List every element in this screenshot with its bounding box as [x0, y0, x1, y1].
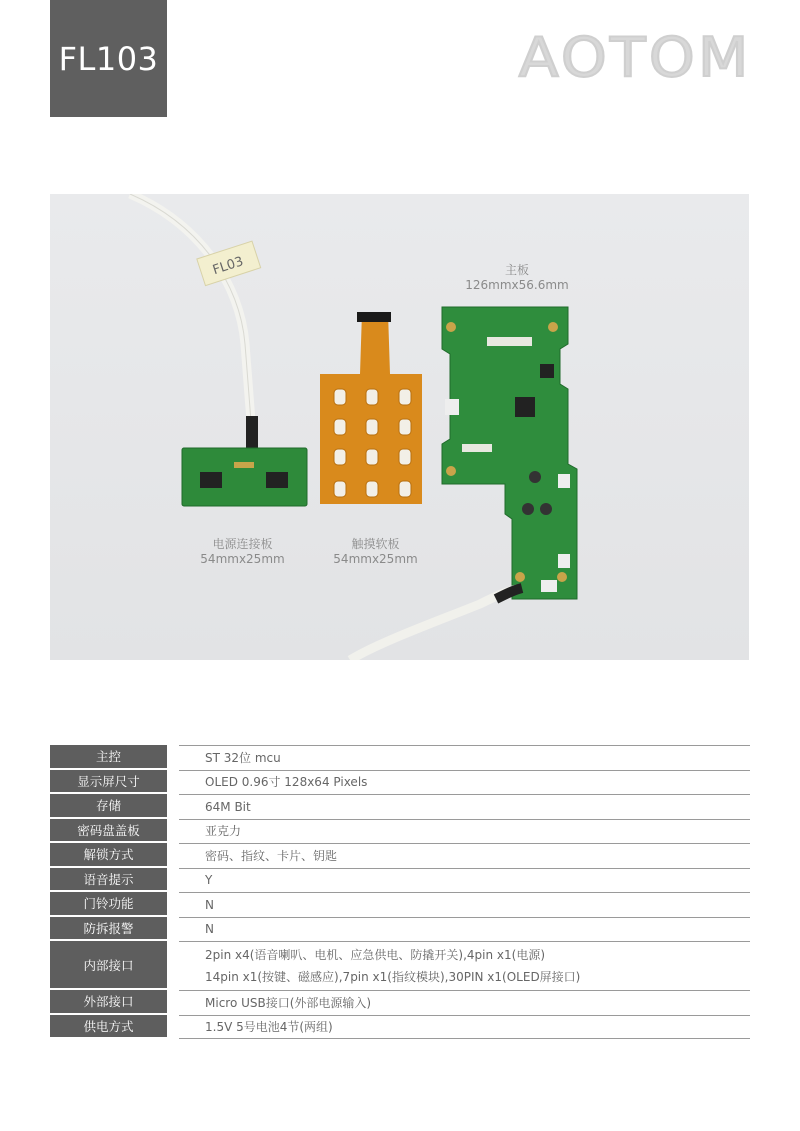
spec-row — [50, 917, 750, 942]
spec-row — [50, 794, 750, 819]
spec-label: 供电方式 — [50, 1015, 167, 1040]
spec-value-line: 密码、指纹、卡片、钥匙 — [205, 848, 338, 863]
spec-label: 主控 — [50, 745, 167, 770]
spec-table — [50, 745, 750, 1039]
mainboard-caption — [462, 263, 572, 293]
spec-value-line: 1.5V 5号电池4节(两组) — [205, 1019, 333, 1034]
spec-value — [179, 868, 750, 893]
spec-value-line: ST 32位 mcu — [205, 750, 281, 765]
product-photo — [50, 194, 749, 660]
pcb-illustration — [50, 194, 749, 660]
model-number: FL103 — [58, 39, 159, 78]
spec-value — [179, 917, 750, 942]
mainboard-name: 主板 — [504, 263, 529, 277]
spec-label: 密码盘盖板 — [50, 819, 167, 844]
spec-row — [50, 745, 750, 770]
spec-value-line: N — [205, 897, 214, 912]
power-board-size: 54mmx25mm — [200, 552, 285, 566]
touch-board-name: 触摸软板 — [351, 537, 400, 551]
spec-value-line: OLED 0.96寸 128x64 Pixels — [205, 775, 368, 790]
spec-row — [50, 843, 750, 868]
spec-row — [50, 892, 750, 917]
power-board-caption — [185, 537, 300, 567]
spec-value — [179, 990, 750, 1015]
spec-value — [179, 843, 750, 868]
spec-label: 外部接口 — [50, 990, 167, 1015]
model-tab — [50, 0, 167, 117]
spec-value-line: 2pin x4(语音喇叭、电机、应急供电、防撬开关),4pin x1(电源) — [205, 948, 546, 962]
spec-value-line: Y — [205, 873, 213, 888]
spec-label: 显示屏尺寸 — [50, 770, 167, 795]
spec-value-line: 64M Bit — [205, 799, 251, 814]
spec-value-line: N — [205, 922, 214, 937]
touch-board-size: 54mmx25mm — [333, 552, 418, 566]
spec-label: 解锁方式 — [50, 843, 167, 868]
spec-value — [179, 770, 750, 795]
spec-label: 防拆报警 — [50, 917, 167, 942]
spec-row — [50, 770, 750, 795]
spec-value — [179, 892, 750, 917]
spec-label: 语音提示 — [50, 868, 167, 893]
spec-value — [179, 1015, 750, 1040]
spec-value — [179, 794, 750, 819]
spec-value-line: 14pin x1(按键、磁感应),7pin x1(指纹模块),30PIN x1(OLED屏接口) — [205, 970, 581, 984]
spec-value-line: 亚克力 — [205, 824, 242, 839]
spec-row — [50, 990, 750, 1015]
spec-label: 存储 — [50, 794, 167, 819]
spec-row — [50, 868, 750, 893]
spec-row — [50, 819, 750, 844]
spec-value — [179, 941, 750, 990]
spec-value — [179, 745, 750, 770]
spec-label: 内部接口 — [50, 941, 167, 990]
spec-row — [50, 1015, 750, 1040]
power-board-name: 电源连接板 — [212, 537, 273, 551]
spec-value-line: Micro USB接口(外部电源输入) — [205, 995, 372, 1010]
spec-label: 门铃功能 — [50, 892, 167, 917]
spec-row — [50, 941, 750, 990]
brand-logo: AOTOM — [519, 26, 752, 89]
cable-tag-text: FL03 — [211, 254, 246, 279]
touch-board-caption — [318, 537, 433, 567]
spec-value — [179, 819, 750, 844]
mainboard-size: 126mmx56.6mm — [465, 278, 569, 292]
